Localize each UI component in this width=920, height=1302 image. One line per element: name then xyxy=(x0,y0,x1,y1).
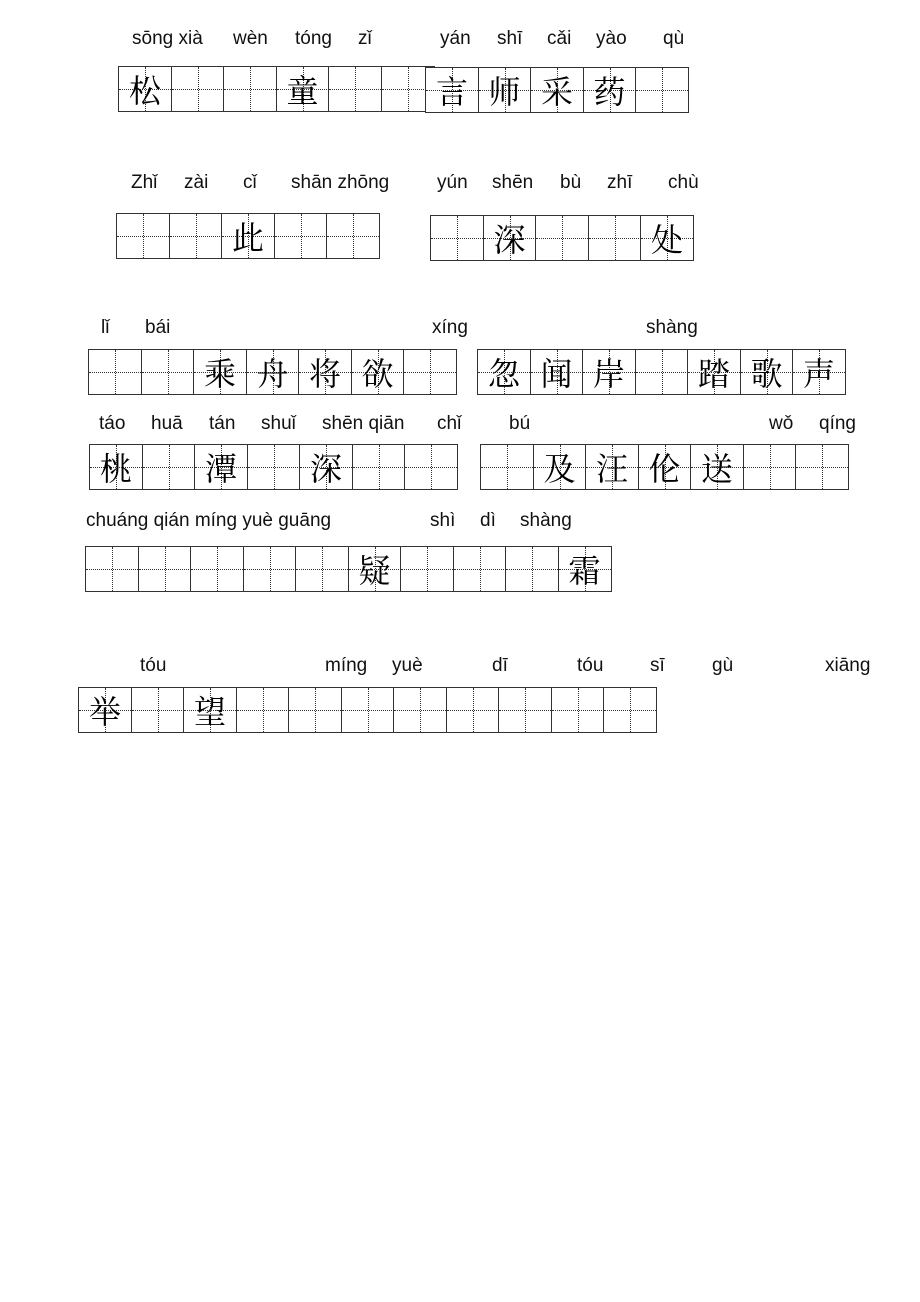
pinyin-label: yào xyxy=(596,28,627,49)
hanzi-character: 忽 xyxy=(487,355,520,393)
hanzi-character: 言 xyxy=(435,73,468,111)
hanzi-character: 药 xyxy=(593,73,626,111)
blank-writing-cell[interactable] xyxy=(635,67,689,113)
blank-writing-cell[interactable] xyxy=(446,687,500,733)
character-cell xyxy=(690,444,744,490)
pinyin-label: dī xyxy=(492,655,508,676)
pinyin-label: shì xyxy=(430,510,456,531)
pinyin-label: qíng xyxy=(819,413,856,434)
character-cell xyxy=(78,687,132,733)
blank-writing-cell[interactable] xyxy=(223,66,277,112)
blank-writing-cell[interactable] xyxy=(603,687,657,733)
blank-writing-cell[interactable] xyxy=(635,349,689,395)
pinyin-label: Zhǐ xyxy=(131,172,158,193)
pinyin-label: lǐ xyxy=(101,317,110,338)
pinyin-label: tán xyxy=(209,413,236,434)
pinyin-label: sōng xià xyxy=(132,28,203,49)
pinyin-label: zhī xyxy=(607,172,633,193)
blank-writing-cell[interactable] xyxy=(141,349,195,395)
blank-writing-cell[interactable] xyxy=(138,546,192,592)
blank-writing-cell[interactable] xyxy=(453,546,507,592)
character-cell xyxy=(221,213,275,259)
pinyin-label: táo xyxy=(99,413,126,434)
blank-writing-cell[interactable] xyxy=(403,349,457,395)
pinyin-label: tóu xyxy=(577,655,604,676)
pinyin-label: xiāng xyxy=(825,655,871,676)
blank-writing-cell[interactable] xyxy=(295,546,349,592)
character-cell xyxy=(687,349,741,395)
writing-grid xyxy=(430,215,694,261)
hanzi-character: 岸 xyxy=(592,355,625,393)
writing-grid xyxy=(85,546,612,592)
pinyin-label: xíng xyxy=(432,317,468,338)
pinyin-label: míng xyxy=(325,655,368,676)
pinyin-label: chǐ xyxy=(437,413,462,434)
pinyin-label: shàng xyxy=(520,510,572,531)
writing-grid xyxy=(78,687,657,733)
hanzi-character: 闻 xyxy=(540,355,573,393)
blank-writing-cell[interactable] xyxy=(131,687,185,733)
blank-writing-cell[interactable] xyxy=(588,215,642,261)
hanzi-character: 采 xyxy=(540,73,573,111)
writing-grid xyxy=(118,66,435,112)
hanzi-character: 师 xyxy=(488,73,521,111)
blank-writing-cell[interactable] xyxy=(85,546,139,592)
blank-writing-cell[interactable] xyxy=(190,546,244,592)
pinyin-label: tóng xyxy=(295,28,332,49)
writing-grid xyxy=(480,444,849,490)
blank-writing-cell[interactable] xyxy=(326,213,380,259)
character-cell xyxy=(89,444,143,490)
blank-writing-cell[interactable] xyxy=(328,66,382,112)
hanzi-character: 伦 xyxy=(648,450,681,488)
blank-writing-cell[interactable] xyxy=(535,215,589,261)
hanzi-character: 桃 xyxy=(99,450,132,488)
blank-writing-cell[interactable] xyxy=(551,687,605,733)
pinyin-label: shān zhōng xyxy=(291,172,390,193)
pinyin-label: shēn qiān xyxy=(322,413,405,434)
blank-writing-cell[interactable] xyxy=(480,444,534,490)
character-cell xyxy=(530,67,584,113)
writing-grid xyxy=(88,349,457,395)
pinyin-label: zǐ xyxy=(358,28,372,49)
pinyin-label: yuè xyxy=(392,655,423,676)
pinyin-label: shuǐ xyxy=(261,413,296,434)
pinyin-label: bú xyxy=(509,413,531,434)
pinyin-label: bù xyxy=(560,172,582,193)
hanzi-character: 汪 xyxy=(595,450,628,488)
blank-writing-cell[interactable] xyxy=(274,213,328,259)
blank-writing-cell[interactable] xyxy=(171,66,225,112)
character-cell xyxy=(792,349,846,395)
character-cell xyxy=(193,349,247,395)
blank-writing-cell[interactable] xyxy=(400,546,454,592)
pinyin-label: cǎi xyxy=(547,28,572,49)
blank-writing-cell[interactable] xyxy=(352,444,406,490)
blank-writing-cell[interactable] xyxy=(116,213,170,259)
writing-grid xyxy=(477,349,846,395)
pinyin-label: huā xyxy=(151,413,183,434)
pinyin-label: yún xyxy=(437,172,468,193)
pinyin-label: yán xyxy=(440,28,471,49)
character-cell xyxy=(533,444,587,490)
hanzi-character: 欲 xyxy=(361,355,394,393)
character-cell xyxy=(183,687,237,733)
hanzi-character: 乘 xyxy=(203,355,236,393)
blank-writing-cell[interactable] xyxy=(88,349,142,395)
character-cell xyxy=(194,444,248,490)
writing-grid xyxy=(89,444,458,490)
hanzi-character: 潭 xyxy=(204,450,237,488)
character-cell xyxy=(740,349,794,395)
hanzi-character: 踏 xyxy=(697,355,730,393)
blank-writing-cell[interactable] xyxy=(243,546,297,592)
hanzi-character: 松 xyxy=(128,72,161,110)
pinyin-label: qù xyxy=(663,28,685,49)
hanzi-character: 疑 xyxy=(358,552,391,590)
hanzi-character: 望 xyxy=(193,693,226,731)
pinyin-label: shàng xyxy=(646,317,698,338)
blank-writing-cell[interactable] xyxy=(236,687,290,733)
pinyin-label: shī xyxy=(497,28,523,49)
blank-writing-cell[interactable] xyxy=(142,444,196,490)
blank-writing-cell[interactable] xyxy=(498,687,552,733)
blank-writing-cell[interactable] xyxy=(393,687,447,733)
pinyin-label: chù xyxy=(668,172,699,193)
blank-writing-cell[interactable] xyxy=(743,444,797,490)
character-cell xyxy=(298,349,352,395)
hanzi-character: 深 xyxy=(493,221,526,259)
blank-writing-cell[interactable] xyxy=(247,444,301,490)
character-cell xyxy=(483,215,537,261)
hanzi-character: 送 xyxy=(700,450,733,488)
blank-writing-cell[interactable] xyxy=(795,444,849,490)
pinyin-label: tóu xyxy=(140,655,167,676)
pinyin-label: gù xyxy=(712,655,734,676)
pinyin-label: shēn xyxy=(492,172,534,193)
character-cell xyxy=(348,546,402,592)
character-cell xyxy=(425,67,479,113)
hanzi-character: 童 xyxy=(286,72,319,110)
character-cell xyxy=(299,444,353,490)
blank-writing-cell[interactable] xyxy=(505,546,559,592)
pinyin-label: wǒ xyxy=(769,413,794,434)
character-cell xyxy=(478,67,532,113)
character-cell xyxy=(638,444,692,490)
hanzi-character: 声 xyxy=(802,355,835,393)
character-cell xyxy=(585,444,639,490)
hanzi-character: 处 xyxy=(650,221,683,259)
character-cell xyxy=(276,66,330,112)
character-cell xyxy=(583,67,637,113)
hanzi-character: 将 xyxy=(308,355,341,393)
hanzi-character: 及 xyxy=(543,450,576,488)
pinyin-label: bái xyxy=(145,317,171,338)
writing-grid xyxy=(425,67,689,113)
hanzi-character: 舟 xyxy=(256,355,289,393)
pinyin-label: dì xyxy=(480,510,496,531)
character-cell xyxy=(118,66,172,112)
blank-writing-cell[interactable] xyxy=(404,444,458,490)
hanzi-character: 霜 xyxy=(568,552,601,590)
pinyin-label: wèn xyxy=(233,28,268,49)
hanzi-character: 歌 xyxy=(750,355,783,393)
blank-writing-cell[interactable] xyxy=(288,687,342,733)
writing-grid xyxy=(116,213,380,259)
blank-writing-cell[interactable] xyxy=(430,215,484,261)
character-cell xyxy=(351,349,405,395)
character-cell xyxy=(640,215,694,261)
blank-writing-cell[interactable] xyxy=(169,213,223,259)
hanzi-character: 举 xyxy=(88,693,121,731)
character-cell xyxy=(477,349,531,395)
character-cell xyxy=(530,349,584,395)
pinyin-label: zài xyxy=(184,172,209,193)
character-cell xyxy=(558,546,612,592)
hanzi-character: 此 xyxy=(231,219,264,257)
character-cell xyxy=(582,349,636,395)
hanzi-character: 深 xyxy=(309,450,342,488)
pinyin-label: chuáng qián míng yuè guāng xyxy=(86,510,332,531)
pinyin-label: sī xyxy=(650,655,665,676)
pinyin-label: cǐ xyxy=(243,172,257,193)
character-cell xyxy=(246,349,300,395)
blank-writing-cell[interactable] xyxy=(341,687,395,733)
